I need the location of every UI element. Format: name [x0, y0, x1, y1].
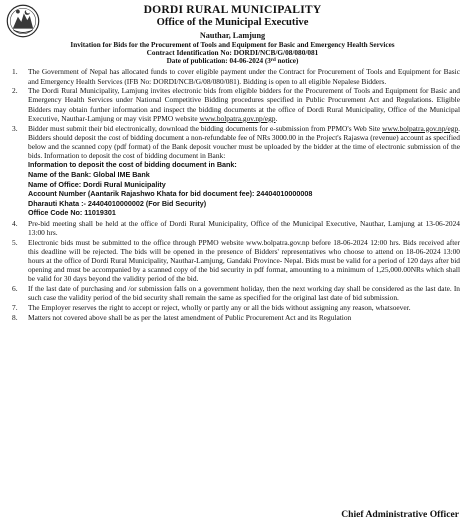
item-text: The Government of Nepal has allocated funds to cover eligible payment under the Contract for Procurement of Tools and Equipment for Basic and Emergency Health Services (IFB No: DORDI/NCB/G/08/080/081). Bidding is open to all eligible Nepalese Bidders.: [28, 67, 460, 86]
item-number: 3.: [12, 123, 18, 133]
item-number: 4.: [12, 218, 18, 228]
account-number: Account Number (Aantarik Rajashwo Khata for bid document fee): 24404010000008: [28, 189, 313, 199]
list-item: [5, 303, 460, 312]
item-number: 6.: [12, 284, 18, 294]
item-text: The Dordi Rural Municipality, Lamjung invites electronic bids from eligible bidders for the Procurement of Tools and Equipment for Basic and Emergency Health Services under National Competitive Bidding procedures specified in Public Procurement Act and Regulations. Eligible Bidders may obtain further information and inspect the bidding documents at the office of Dordi Rural Municipality, Office of the Municipal Executive, Nauthar-Lamjung or may visit PPMO website: [28, 86, 460, 123]
office-name: Office of the Municipal Executive: [156, 16, 309, 28]
ppmo-website-link[interactable]: www.bolpatra.gov.np/egp: [382, 123, 459, 133]
signatory-title: Chief Administrative Officer: [341, 509, 459, 520]
list-item: [5, 238, 460, 284]
item-text: Electronic bids must be submitted to the office through PPMO website www.bolpatra.gov.np before 18-06-2024 12:00 hrs. Bids received after this deadline will be rejected. The bids will be opened in the presence of Bidders' representatives who choose to attend on 18-06-2024 13:00 hours at the office of Dordi Rural Municipality, Nauthar-Lamjung, Gandaki Province- Nepal. Bids must be valid for a period of 120 days after bid opening and must be accompanied by a scanned copy of the bid security in pdf format, amounting to a minimum of 1,25,000.00NRs which shall be valid for 30 days beyond the validity period of the bid.: [28, 237, 460, 284]
item-number: 2.: [12, 86, 18, 96]
dharauti-account: Dharauti Khata :- 24404010000002 (For Bid Security): [28, 198, 207, 208]
item-number: 8.: [12, 312, 18, 322]
item-text: Bidder must submit their bid electronically, download the bidding documents for e-submission from PPMO's Web Site: [28, 123, 383, 133]
bank-info-heading: Information to deposit the cost of bidding document in Bank:: [28, 160, 237, 170]
item-number: 5.: [12, 237, 18, 247]
list-item: 3. Bidder must submit their bid electronically, download the bidding documents for e-submission from PPMO's Web Site www.bolpatra.gov.np/egp. Bidders should deposit the cost of bidding document a non-refundable fee of NRs 3000.00 in the Project's Rajaswa (revenue) account as specified below and the scanned copy (pdf format) of the Bank deposit voucher must be uploaded by the bidder at the time of electronic submission of the bids. Information to deposit the cost of bidding document in Bank: Information to deposit the cost of bidding document in Bank: Name of the Bank: Global IME Bank Name of Office: Dordi Rural Municipality Account Number (Aantarik Rajashwo Khata for bid document fee): 24404010000008 Dharauti Khata :- 24404010000002 (For Bid Security) Office Code No: 11019301: [12, 123, 460, 218]
office-name-line: Name of Office: Dordi Rural Municipality: [28, 179, 166, 189]
list-item: [5, 67, 460, 85]
item-text: Pre-bid meeting shall be held at the office of Dordi Rural Municipality, Office of the Municipal Executive, Nauthar, Lamjung at 13-06-2024 13:00 hrs.: [28, 218, 460, 237]
office-code: Office Code No: 11019301: [28, 208, 116, 218]
nepal-government-emblem-icon: [6, 4, 40, 38]
list-item: 2. The Dordi Rural Municipality, Lamjung invites electronic bids from eligible bidders for the Procurement of Tools and Equipment for Basic and Emergency Health Services under National Competitive Bidding procedures specified in Public Procurement Act and Regulations. Eligible Bidders may obtain further information and inspect the bidding documents at the office of Dordi Rural Municipality, Office of the Municipal Executive, Nauthar-Lamjung or may visit PPMO website www.bolpatra.gov.np/egp.: [12, 86, 460, 123]
item-text: The Employer reserves the right to accept or reject, wholly or partly any or all the bids without assigning any reason, whatsoever.: [28, 303, 411, 312]
bank-name: Name of the Bank: Global IME Bank: [28, 169, 150, 179]
bank-deposit-info: [28, 160, 460, 218]
item-number: 7.: [12, 303, 18, 312]
item-text: Matters not covered above shall be as per the latest amendment of Public Procurement Act and its Regulation: [28, 312, 352, 322]
notice-subject: Invitation for Bids for the Procurement of Tools and Equipment for Basic and Emergency Health Services: [70, 41, 395, 50]
notice-header: [5, 3, 460, 65]
office-location: Nauthar, Lamjung: [199, 30, 266, 40]
list-item: [5, 313, 460, 322]
list-item: [5, 219, 460, 237]
ppmo-website-link[interactable]: www.bolpatra.gov.np/egp: [199, 113, 276, 123]
item-number: 1.: [12, 67, 18, 77]
publication-date: Date of publication: 04-06-2024 (3rd notice): [166, 57, 299, 66]
municipality-name: DORDI RURAL MUNICIPALITY: [143, 3, 322, 16]
notice-items: [5, 67, 460, 322]
list-item: [5, 284, 460, 302]
contract-identification: Contract Identification No: DORDI/NCB/G/08/080/081: [146, 48, 319, 58]
item-text: If the last date of purchasing and /or submission falls on a government holiday, then the next working day shall be considered as the last date. In such case the validity period of the bid security shall remain the same as specified for the original last date of bid submission.: [28, 284, 460, 303]
